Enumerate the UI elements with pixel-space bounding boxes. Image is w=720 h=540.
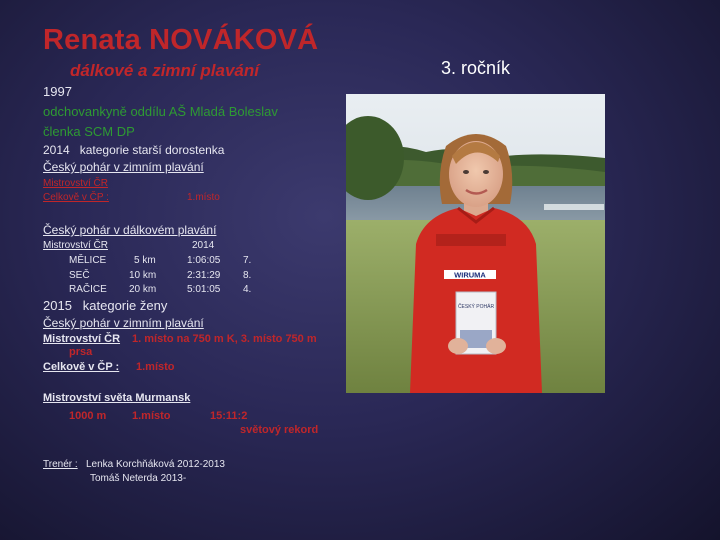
shirt-sponsor-text: WIRUMA (454, 270, 486, 280)
championship-2015-label: Mistrovství ČR (43, 333, 121, 345)
championship-2015-result-cont: prsa (69, 346, 93, 358)
race-time: 1:06:05 (187, 255, 221, 266)
season-2014-category: kategorie starší dorostenka (79, 143, 225, 157)
winter-championship-2014-label: Mistrovství ČR (43, 178, 108, 189)
winter-overall-2014-value: 1.místo (187, 192, 220, 203)
athlete-photo (346, 94, 605, 393)
season-2015-year: 2015 (43, 298, 72, 313)
overall-2015-label: Celkově v ČP : (43, 361, 120, 373)
distance-championship-2014-label: Mistrovství ČR (43, 240, 108, 251)
race-place: MĚLICE (69, 255, 107, 266)
race-time: 5:01:05 (187, 284, 221, 295)
race-rank: 4. (243, 284, 252, 295)
world-time: 15:11:2 (210, 410, 248, 422)
season-2015-category: kategorie ženy (82, 298, 168, 313)
race-rank: 7. (243, 255, 252, 266)
overall-2015-value: 1.místo (136, 361, 175, 373)
page-title: Renata NOVÁKOVÁ (43, 24, 319, 56)
coach-block (43, 459, 225, 470)
winter-cup-2014-title: Český pohár v zimním plavání (43, 160, 204, 174)
world-championship-title: Mistrovství světa Murmansk (43, 392, 191, 404)
race-place: RAČICE (69, 284, 107, 295)
race-distance: 10 km (129, 270, 157, 281)
birth-year: 1997 (43, 84, 72, 99)
race-place: SEČ (69, 270, 90, 281)
scm-line: členka SCM DP (43, 124, 135, 139)
winter-cup-2015-title: Český pohár v zimním plavání (43, 316, 204, 330)
page-subtitle: dálkové a zimní plavání (70, 61, 259, 80)
world-distance: 1000 m (69, 410, 107, 422)
distance-championship-2014-year: 2014 (192, 240, 215, 251)
distance-cup-2014-title: Český pohár v dálkovém plavání (43, 223, 217, 237)
season-2014-heading (43, 143, 224, 157)
season-2015-heading (43, 298, 167, 313)
booklet-text: ČESKÝ POHÁR (457, 304, 495, 310)
championship-2015-result: 1. místo na 750 m K, 3. místo 750 m (132, 333, 317, 345)
coach-line-2: Tomáš Neterda 2013- (90, 473, 187, 484)
year-level-label: 3. ročník (441, 58, 511, 78)
world-note: světový rekord (240, 424, 319, 436)
club-line: odchovankyně oddílu AŠ Mladá Boleslav (43, 104, 278, 119)
world-place: 1.místo (132, 410, 171, 422)
race-rank: 8. (243, 270, 252, 281)
season-2014-year: 2014 (43, 143, 70, 157)
race-distance: 20 km (129, 284, 157, 295)
race-time: 2:31:29 (187, 270, 221, 281)
coach-line-1: Lenka Korchňáková 2012-2013 (85, 459, 225, 470)
winter-overall-2014-label: Celkově v ČP : (43, 192, 109, 203)
race-distance: 5 km (134, 255, 156, 266)
coach-label: Trenér : (43, 459, 78, 470)
